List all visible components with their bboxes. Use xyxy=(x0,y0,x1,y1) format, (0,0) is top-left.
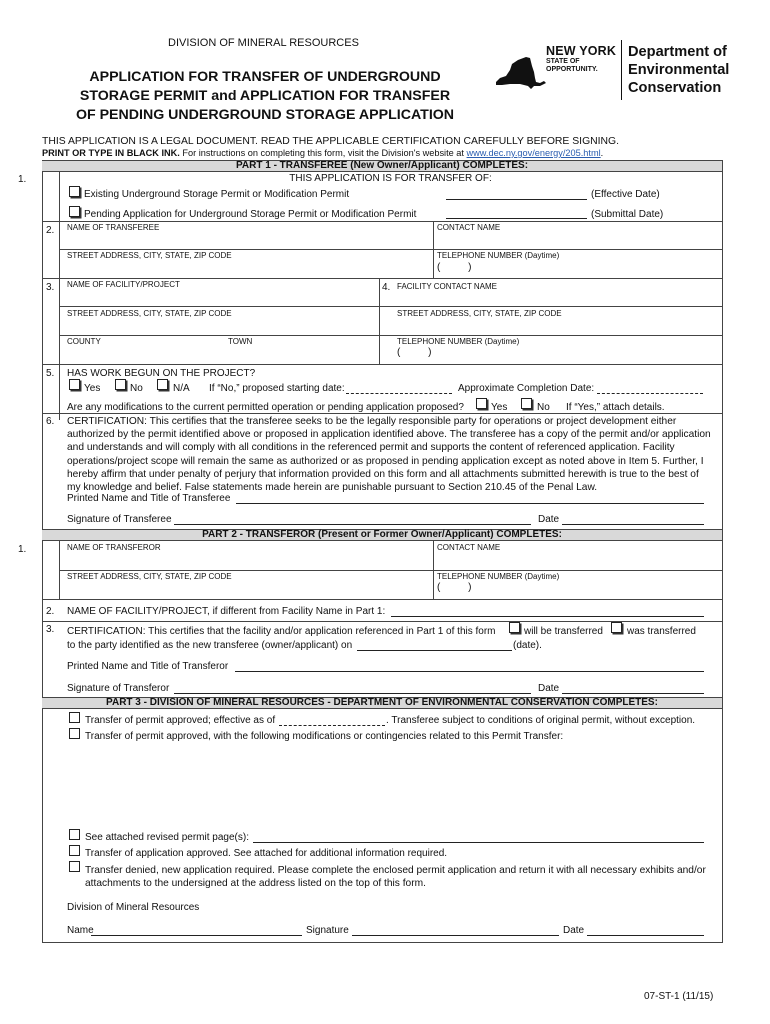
facility-phone-field[interactable]: ( ) xyxy=(397,347,432,358)
was-transferred-label: was transferred xyxy=(627,626,696,637)
item-number-5: 5. xyxy=(46,368,55,379)
permit-approved-mod-label: Transfer of permit approved, with the following modifications or contingencies related to this Permit Transfer: xyxy=(85,731,564,742)
town-label: TOWN xyxy=(228,337,253,346)
ny-state-map-icon xyxy=(490,52,548,92)
row-divider xyxy=(42,364,722,365)
transferor-date-field[interactable] xyxy=(562,693,704,694)
row-divider xyxy=(42,413,722,414)
will-be-transferred-checkbox[interactable] xyxy=(509,622,520,633)
transferee-street-label: STREET ADDRESS, CITY, STATE, ZIP CODE xyxy=(67,251,232,260)
form-title-line1: APPLICATION FOR TRANSFER OF UNDERGROUND xyxy=(89,69,441,85)
transfer-date-suffix: (date). xyxy=(513,640,542,651)
dec-website-link[interactable]: www.dec.ny.gov/energy/205.html xyxy=(466,148,601,158)
dmr-signoff-label: Division of Mineral Resources xyxy=(67,902,200,913)
part3-header: PART 3 - DIVISION OF MINERAL RESOURCES - DEPARTMENT OF ENVIRONMENTAL CONSERVATION COMPLETES: xyxy=(42,697,722,709)
starting-date-label: If “No,” proposed starting date: xyxy=(209,383,345,394)
transferee-date-field[interactable] xyxy=(562,524,704,525)
permit-approved-checkbox[interactable] xyxy=(69,712,80,723)
dmr-signature-label: Signature xyxy=(306,925,349,936)
denied-line: attachments to the undersigned at the address listed on the top of this form. xyxy=(85,878,426,890)
dmr-name-field[interactable] xyxy=(91,935,302,936)
row-divider xyxy=(42,278,722,279)
facility-different-field[interactable] xyxy=(391,616,704,617)
row-divider xyxy=(59,570,722,571)
part2-item-number-2: 2. xyxy=(46,606,55,617)
transfer-of-heading: THIS APPLICATION IS FOR TRANSFER OF: xyxy=(289,173,492,184)
transferee-signature-label: Signature of Transferee xyxy=(67,514,172,525)
part2-item-number-3: 3. xyxy=(46,624,55,635)
facility-phone-label: TELEPHONE NUMBER (Daytime) xyxy=(397,337,520,346)
part2-item-number-1: 1. xyxy=(18,544,27,555)
cert-line: hereby affirm that under penalty of perjury that information provided on this form and all attachments submitted herewith is true to the best of xyxy=(67,468,699,480)
transferor-street-label: STREET ADDRESS, CITY, STATE, ZIP CODE xyxy=(67,572,232,581)
transferee-name-label: NAME OF TRANSFEREE xyxy=(67,223,160,232)
see-attached-label: See attached revised permit page(s): xyxy=(85,832,249,843)
transferor-phone-label: TELEPHONE NUMBER (Daytime) xyxy=(437,572,560,581)
facility-contact-label: FACILITY CONTACT NAME xyxy=(397,282,498,291)
transferee-phone-label: TELEPHONE NUMBER (Daytime) xyxy=(437,251,560,260)
transferor-date-label: Date xyxy=(538,683,560,694)
transferee-printed-name-label: Printed Name and Title of Transferee xyxy=(67,493,231,504)
submittal-date-field[interactable] xyxy=(446,218,587,219)
effective-date-label: (Effective Date) xyxy=(591,189,660,200)
transferee-printed-name-field[interactable] xyxy=(236,503,704,504)
transferor-contact-label: CONTACT NAME xyxy=(437,543,501,552)
modifications-textarea[interactable] xyxy=(85,745,705,825)
facility-different-label: NAME OF FACILITY/PROJECT, if different from Facility Name in Part 1: xyxy=(67,606,386,617)
part1-header: PART 1 - TRANSFEREE (New Owner/Applicant) COMPLETES: xyxy=(42,160,722,172)
row-divider xyxy=(42,599,722,600)
application-approved-checkbox[interactable] xyxy=(69,845,80,856)
dmr-name-label: Name xyxy=(67,925,94,936)
row-divider xyxy=(42,221,722,222)
dmr-date-field[interactable] xyxy=(587,935,704,936)
transferee-phone-field[interactable]: ( ) xyxy=(437,262,472,273)
part1-number-column xyxy=(59,172,60,420)
work-begun-yes-label: Yes xyxy=(84,383,101,394)
work-begun-no-label: No xyxy=(130,383,143,394)
item-number-2: 2. xyxy=(46,225,55,236)
row-divider xyxy=(59,306,722,307)
transfer-denied-checkbox[interactable] xyxy=(69,861,80,872)
starting-date-field[interactable] xyxy=(346,393,452,394)
pending-application-label: Pending Application for Underground Storage Permit or Modification Permit xyxy=(84,209,417,220)
permit-approved-label: Transfer of permit approved; effective as of xyxy=(85,715,276,726)
transferor-name-label: NAME OF TRANSFEROR xyxy=(67,543,161,552)
row-divider xyxy=(59,335,722,336)
transferor-signature-field[interactable] xyxy=(174,693,531,694)
modifications-yes-checkbox[interactable] xyxy=(476,398,487,409)
dec-logo-text xyxy=(628,43,729,97)
dec-logo-line1: Department of xyxy=(628,44,727,60)
legal-notice: THIS APPLICATION IS A LEGAL DOCUMENT. READ THE APPLICABLE CERTIFICATION CAREFULLY BEFORE SIGNING. xyxy=(42,136,620,147)
facility-street-label: STREET ADDRESS, CITY, STATE, ZIP CODE xyxy=(67,309,232,318)
attach-details-note: If “Yes,” attach details. xyxy=(566,402,665,413)
existing-permit-label: Existing Underground Storage Permit or Modification Permit xyxy=(84,189,350,200)
division-header: DIVISION OF MINERAL RESOURCES xyxy=(168,37,359,49)
form-bottom-border xyxy=(42,942,723,943)
ny-logo-text-3: OPPORTUNITY. xyxy=(546,66,598,73)
item-number-4: 4. xyxy=(382,282,391,293)
permit-approved-suffix: . Transferee subject to conditions of original permit, without exception. xyxy=(386,715,696,726)
work-begun-no-checkbox[interactable] xyxy=(115,379,126,390)
pending-application-checkbox[interactable] xyxy=(69,206,80,217)
denied-line: Transfer denied, new application required. Please complete the enclosed permit application and return it with all necessary exhibits and/or xyxy=(85,865,706,876)
form-number: 07-ST-1 (11/15) xyxy=(644,991,714,1002)
modifications-no-checkbox[interactable] xyxy=(521,398,532,409)
dmr-signature-field[interactable] xyxy=(352,935,559,936)
item-number-3: 3. xyxy=(46,282,55,293)
instructions-text: For instructions on completing this form, visit the Division's website at xyxy=(182,148,464,158)
form-title-line2: STORAGE PERMIT and APPLICATION FOR TRANSFER xyxy=(79,88,451,104)
column-divider xyxy=(379,278,380,364)
submittal-date-label: (Submittal Date) xyxy=(591,209,664,220)
item-number-6: 6. xyxy=(46,416,55,427)
instructions-end: . xyxy=(600,148,604,158)
cert-line: and understands and will comply with all conditions in the referenced permit and supports the content of referenced application. Facility xyxy=(67,442,675,454)
dec-logo-line2: Environmental xyxy=(628,62,730,78)
transferee-contact-label: CONTACT NAME xyxy=(437,223,501,232)
transferor-printed-name-label: Printed Name and Title of Transferor xyxy=(67,661,229,672)
county-label: COUNTY xyxy=(67,337,101,346)
revised-pages-field[interactable] xyxy=(253,842,704,843)
modifications-yes-label: Yes xyxy=(491,402,508,413)
work-begun-na-checkbox[interactable] xyxy=(157,379,168,390)
row-divider xyxy=(59,249,722,250)
facility-contact-street-label: STREET ADDRESS, CITY, STATE, ZIP CODE xyxy=(397,309,562,318)
cert-line: CERTIFICATION: This certifies that the transferee seeks to be the legally responsible party for operations or project development either xyxy=(67,416,677,427)
facility-name-label: NAME OF FACILITY/PROJECT xyxy=(67,280,180,289)
nys-dec-logo xyxy=(490,40,740,106)
see-attached-checkbox[interactable] xyxy=(69,829,80,840)
work-begun-question: HAS WORK BEGUN ON THE PROJECT? xyxy=(67,368,256,379)
dmr-date-label: Date xyxy=(563,925,585,936)
cert-line: operations/project scope will remain the same as authorized or as proposed in pending application except as noted above in Item 5. Further, I xyxy=(67,455,704,467)
form-title-line3: OF PENDING UNDERGROUND STORAGE APPLICATION xyxy=(75,107,455,123)
cert-line: my knowledge and belief. False statements made herein are punishable pursuant to Section 210.45 of the Penal Law. xyxy=(67,482,598,494)
ny-logo-text-1: NEW YORK xyxy=(546,44,617,58)
permit-effective-date-field[interactable] xyxy=(279,725,385,726)
transferee-date-label: Date xyxy=(538,514,560,525)
transferor-signature-label: Signature of Transferor xyxy=(67,683,170,694)
effective-date-field[interactable] xyxy=(446,199,587,200)
transferee-signature-field[interactable] xyxy=(174,524,531,525)
work-begun-na-label: N/A xyxy=(173,383,190,394)
transfer-denied-text xyxy=(85,864,715,890)
transferor-phone-field[interactable]: ( ) xyxy=(437,582,472,593)
cert-line: authorized by the permit identified above or proposed in application identified above. The transferee has a copy of the permit and/or application xyxy=(67,429,711,441)
modifications-no-label: No xyxy=(537,402,550,413)
completion-date-field[interactable] xyxy=(597,393,703,394)
modifications-question: Are any modifications to the current permitted operation or pending application proposed? xyxy=(67,402,464,413)
transferor-certification-a: CERTIFICATION: This certifies that the facility and/or application referenced in Part 1 of this form xyxy=(67,626,496,637)
item-number-1: 1. xyxy=(18,174,27,185)
print-ink-note: PRINT OR TYPE IN BLACK INK. xyxy=(42,148,180,158)
ny-logo-text-2: STATE OF xyxy=(546,58,580,65)
will-be-transferred-label: will be transferred xyxy=(524,626,603,637)
form-right-border xyxy=(722,160,723,942)
print-instructions xyxy=(42,148,603,158)
permit-approved-mod-checkbox[interactable] xyxy=(69,728,80,739)
transferee-certification xyxy=(67,415,721,494)
logo-divider xyxy=(621,40,622,100)
work-begun-yes-checkbox[interactable] xyxy=(69,379,80,390)
part2-header: PART 2 - TRANSFEROR (Present or Former Owner/Applicant) COMPLETES: xyxy=(42,529,722,541)
transferor-certification-b: to the party identified as the new transferee (owner/applicant) on xyxy=(67,640,353,651)
transfer-date-field[interactable] xyxy=(357,650,512,651)
form-title xyxy=(45,68,485,125)
was-transferred-checkbox[interactable] xyxy=(611,622,622,633)
transferor-printed-name-field[interactable] xyxy=(235,671,704,672)
application-approved-label: Transfer of application approved. See attached for additional information required. xyxy=(85,848,448,859)
existing-permit-checkbox[interactable] xyxy=(69,186,80,197)
completion-date-label: Approximate Completion Date: xyxy=(458,383,595,394)
dec-logo-line3: Conservation xyxy=(628,80,722,96)
